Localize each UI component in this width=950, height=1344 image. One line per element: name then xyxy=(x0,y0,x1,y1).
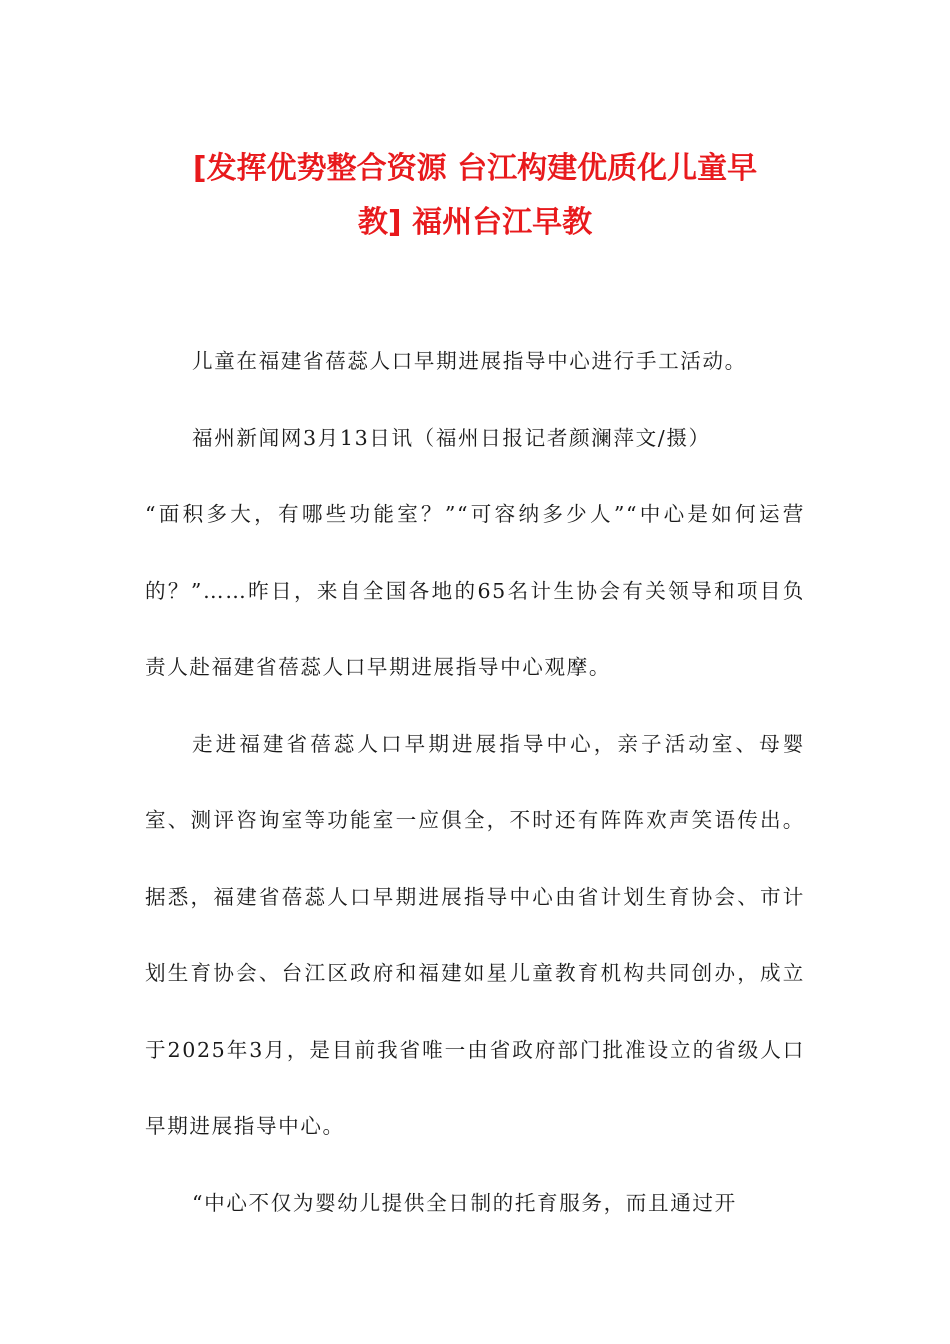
title-line-1: [发挥优势整合资源 台江构建优质化儿童早 xyxy=(192,151,758,186)
paragraph-dateline: 福州新闻网3月13日讯（福州日报记者颜澜萍文/摄） xyxy=(192,425,711,450)
paragraph-questions: “面积多大，有哪些功能室？”“可容纳多少人”“中心是如何运营的？”……昨日，来自全国各地的65名计生协会有关领导和项目负责人赴福建省蓓蕊人口早期进展指导中心观摩。 xyxy=(145,502,805,679)
paragraph-photo-caption: 儿童在福建省蓓蕊人口早期进展指导中心进行手工活动。 xyxy=(192,349,747,373)
paragraph-quote: “中心不仅为婴幼儿提供全日制的托育服务，而且通过开 xyxy=(192,1190,737,1215)
paragraph-center-intro: 走进福建省蓓蕊人口早期进展指导中心，亲子活动室、母婴室、测评咨询室等功能室一应俱全，不时还有阵阵欢声笑语传出。据悉，福建省蓓蕊人口早期进展指导中心由省计划生育协会、市计划生育协会、台江区政府和福建如星儿童教育机构共同创办，成立于2025年3月，是目前我省唯一由省政府部门批准设立的省级人口早期进展指导中心。 xyxy=(145,731,805,1138)
title-line-2: 教] 福州台江早教 xyxy=(357,205,593,240)
document-title xyxy=(120,142,830,250)
document-body xyxy=(145,323,805,1241)
